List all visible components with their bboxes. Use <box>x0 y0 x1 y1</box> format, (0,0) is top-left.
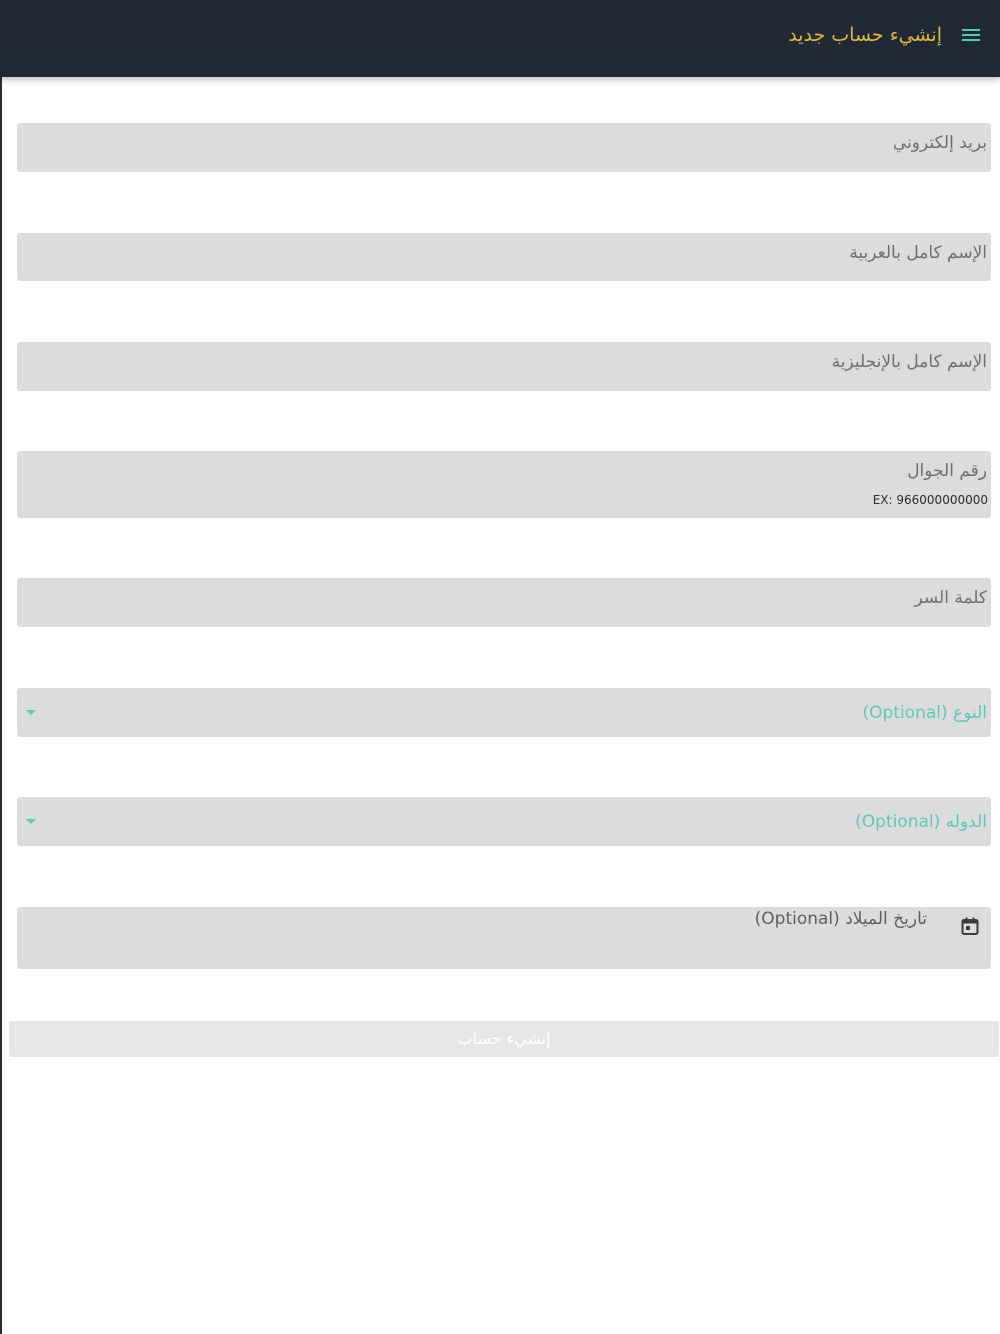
mobile-field[interactable] <box>17 451 991 518</box>
caret-down-icon <box>26 819 36 824</box>
app-bar <box>0 0 1000 77</box>
gender-select[interactable] <box>17 688 991 737</box>
mobile-field-label: رقم الجوال <box>907 461 987 481</box>
name-arabic-field-label: الإسم كامل بالعربية <box>849 243 987 263</box>
mobile-field-hint: EX: 966000000000 <box>872 493 988 507</box>
country-select-label: الدوله (Optional) <box>855 812 987 832</box>
email-field-label: بريد إلكتروني <box>892 133 987 153</box>
password-field[interactable] <box>17 578 991 627</box>
email-field[interactable] <box>17 123 991 172</box>
name-english-field-label: الإسم كامل بالإنجليزية <box>831 352 987 372</box>
caret-down-icon <box>26 710 36 715</box>
create-account-button[interactable] <box>9 1021 999 1057</box>
name-arabic-field[interactable] <box>17 233 991 281</box>
country-select[interactable] <box>17 797 991 846</box>
birthdate-field-label: تاريخ الميلاد (Optional) <box>754 909 927 929</box>
menu-icon[interactable] <box>960 27 980 47</box>
create-account-button-label: إنشيء حساب <box>457 1029 551 1048</box>
window-edge <box>0 0 2 1334</box>
name-english-field[interactable] <box>17 342 991 391</box>
page-title: إنشيء حساب جديد <box>788 24 942 46</box>
password-field-label: كلمة السر <box>914 588 987 608</box>
calendar-icon[interactable] <box>961 917 979 935</box>
gender-select-label: النوع (Optional) <box>862 703 987 723</box>
birthdate-field[interactable] <box>17 907 991 969</box>
